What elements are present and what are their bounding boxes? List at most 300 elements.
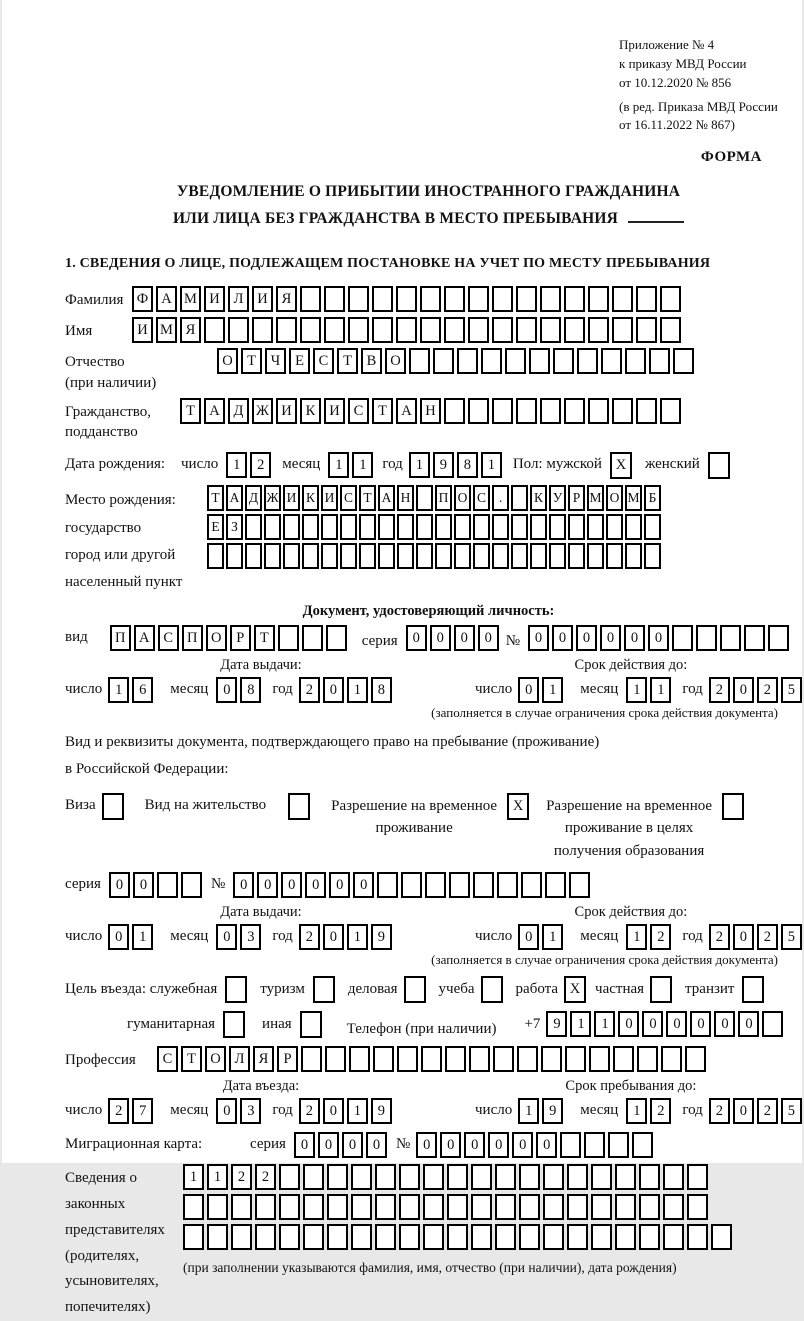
form-cell[interactable] <box>326 625 347 651</box>
form-cell[interactable] <box>471 1224 492 1250</box>
form-cell[interactable] <box>615 1164 636 1190</box>
form-cell[interactable] <box>378 514 395 540</box>
form-cell[interactable] <box>231 1224 252 1250</box>
form-cell[interactable] <box>457 348 478 374</box>
purpose-private-checkbox[interactable] <box>650 976 675 1003</box>
form-cell[interactable] <box>625 348 646 374</box>
form-cell[interactable] <box>435 514 452 540</box>
purpose-business-checkbox[interactable] <box>404 976 429 1003</box>
purpose-work-checkbox[interactable] <box>564 976 589 1003</box>
form-cell[interactable] <box>601 348 622 374</box>
form-cell[interactable] <box>207 543 224 569</box>
form-cell[interactable] <box>416 543 433 569</box>
form-cell[interactable]: 1 <box>226 452 247 478</box>
form-cell[interactable]: Т <box>181 1046 202 1072</box>
form-cell[interactable] <box>529 348 550 374</box>
form-cell[interactable]: О <box>606 485 623 511</box>
form-cell[interactable] <box>327 1164 348 1190</box>
form-cell[interactable] <box>423 1224 444 1250</box>
form-cell[interactable] <box>541 1046 562 1072</box>
form-cell[interactable] <box>591 1224 612 1250</box>
form-cell[interactable] <box>661 1046 682 1072</box>
form-cell[interactable] <box>228 317 249 343</box>
form-cell[interactable] <box>519 1224 540 1250</box>
form-cell[interactable] <box>264 543 281 569</box>
form-cell[interactable]: М <box>587 485 604 511</box>
form-cell[interactable] <box>473 872 494 898</box>
form-cell[interactable] <box>687 1224 708 1250</box>
form-cell[interactable]: П <box>110 625 131 651</box>
form-cell[interactable] <box>495 1164 516 1190</box>
form-cell[interactable] <box>301 1046 322 1072</box>
form-cell[interactable]: 0 <box>281 872 302 898</box>
form-cell[interactable] <box>543 1224 564 1250</box>
form-cell[interactable] <box>473 514 490 540</box>
form-cell[interactable]: 0 <box>488 1132 509 1158</box>
form-cell[interactable] <box>663 1194 684 1220</box>
sex-female-checkbox[interactable] <box>708 452 733 479</box>
form-cell[interactable] <box>473 543 490 569</box>
form-cell[interactable]: С <box>473 485 490 511</box>
form-cell[interactable] <box>549 543 566 569</box>
form-cell[interactable]: 2 <box>650 924 671 950</box>
form-cell[interactable] <box>245 543 262 569</box>
form-cell[interactable] <box>325 1046 346 1072</box>
form-cell[interactable]: 2 <box>709 924 730 950</box>
form-cell[interactable] <box>589 1046 610 1072</box>
form-cell[interactable] <box>207 1224 228 1250</box>
form-cell[interactable] <box>644 514 661 540</box>
form-cell[interactable]: С <box>348 398 369 424</box>
form-cell[interactable] <box>377 872 398 898</box>
form-cell[interactable] <box>471 1164 492 1190</box>
form-cell[interactable]: 0 <box>323 677 344 703</box>
form-cell[interactable]: 1 <box>626 1098 647 1124</box>
form-cell[interactable]: А <box>396 398 417 424</box>
form-cell[interactable]: Т <box>359 485 376 511</box>
form-cell[interactable] <box>511 543 528 569</box>
form-cell[interactable]: 0 <box>366 1132 387 1158</box>
form-cell[interactable] <box>207 1194 228 1220</box>
form-cell[interactable] <box>632 1132 653 1158</box>
form-cell[interactable] <box>615 1224 636 1250</box>
form-cell[interactable]: 0 <box>430 625 451 651</box>
form-cell[interactable]: О <box>206 625 227 651</box>
form-cell[interactable] <box>660 286 681 312</box>
form-cell[interactable]: 2 <box>255 1164 276 1190</box>
form-cell[interactable]: И <box>276 398 297 424</box>
form-cell[interactable] <box>543 1194 564 1220</box>
form-cell[interactable] <box>399 1164 420 1190</box>
form-cell[interactable]: М <box>625 485 642 511</box>
form-cell[interactable]: 0 <box>216 1098 237 1124</box>
form-cell[interactable] <box>564 286 585 312</box>
form-cell[interactable] <box>608 1132 629 1158</box>
temp-permit-edu-checkbox[interactable] <box>722 793 747 820</box>
form-cell[interactable]: 0 <box>738 1011 759 1037</box>
form-cell[interactable]: Р <box>568 485 585 511</box>
form-cell[interactable]: 5 <box>781 924 802 950</box>
form-cell[interactable]: 2 <box>757 1098 778 1124</box>
form-cell[interactable] <box>372 317 393 343</box>
form-cell[interactable]: 2 <box>299 677 320 703</box>
purpose-official-checkbox[interactable] <box>225 976 250 1003</box>
form-cell[interactable]: Д <box>228 398 249 424</box>
form-cell[interactable] <box>577 348 598 374</box>
form-cell[interactable]: 0 <box>642 1011 663 1037</box>
form-cell[interactable]: 0 <box>108 924 129 950</box>
purpose-tourism-checkbox[interactable] <box>313 976 338 1003</box>
form-cell[interactable]: 0 <box>618 1011 639 1037</box>
form-cell[interactable]: А <box>378 485 395 511</box>
form-cell[interactable] <box>639 1194 660 1220</box>
form-cell[interactable] <box>530 514 547 540</box>
form-cell[interactable] <box>564 317 585 343</box>
form-cell[interactable] <box>423 1164 444 1190</box>
form-cell[interactable]: 2 <box>650 1098 671 1124</box>
form-cell[interactable]: 2 <box>108 1098 129 1124</box>
form-cell[interactable]: 1 <box>207 1164 228 1190</box>
form-cell[interactable]: С <box>313 348 334 374</box>
form-cell[interactable]: 1 <box>542 677 563 703</box>
form-cell[interactable] <box>252 317 273 343</box>
form-cell[interactable] <box>545 872 566 898</box>
form-cell[interactable] <box>644 543 661 569</box>
form-cell[interactable]: 0 <box>440 1132 461 1158</box>
form-cell[interactable] <box>327 1194 348 1220</box>
form-cell[interactable]: И <box>321 485 338 511</box>
form-cell[interactable] <box>584 1132 605 1158</box>
form-cell[interactable] <box>469 1046 490 1072</box>
form-cell[interactable] <box>625 543 642 569</box>
form-cell[interactable] <box>495 1194 516 1220</box>
form-cell[interactable] <box>279 1164 300 1190</box>
form-cell[interactable]: 0 <box>518 924 539 950</box>
form-cell[interactable] <box>492 514 509 540</box>
form-cell[interactable]: 0 <box>342 1132 363 1158</box>
form-cell[interactable] <box>511 514 528 540</box>
form-cell[interactable] <box>591 1164 612 1190</box>
form-cell[interactable]: Л <box>228 286 249 312</box>
form-cell[interactable]: 0 <box>454 625 475 651</box>
form-cell[interactable]: 1 <box>626 924 647 950</box>
form-cell[interactable] <box>204 317 225 343</box>
form-cell[interactable] <box>497 872 518 898</box>
form-cell[interactable]: 0 <box>666 1011 687 1037</box>
form-cell[interactable] <box>264 514 281 540</box>
form-cell[interactable] <box>639 1224 660 1250</box>
form-cell[interactable] <box>519 1164 540 1190</box>
form-cell[interactable]: 0 <box>216 677 237 703</box>
form-cell[interactable] <box>567 1194 588 1220</box>
form-cell[interactable]: Л <box>229 1046 250 1072</box>
form-cell[interactable]: 5 <box>781 1098 802 1124</box>
visa-checkbox[interactable] <box>102 793 127 820</box>
form-cell[interactable] <box>768 625 789 651</box>
form-cell[interactable] <box>278 625 299 651</box>
form-cell[interactable] <box>672 625 693 651</box>
form-cell[interactable] <box>396 317 417 343</box>
form-cell[interactable] <box>303 1194 324 1220</box>
form-cell[interactable] <box>375 1224 396 1250</box>
form-cell[interactable]: 0 <box>733 677 754 703</box>
form-cell[interactable]: И <box>324 398 345 424</box>
purpose-transit-checkbox[interactable] <box>742 976 767 1003</box>
form-cell[interactable]: 8 <box>371 677 392 703</box>
form-cell[interactable]: 2 <box>709 677 730 703</box>
form-cell[interactable] <box>435 543 452 569</box>
form-cell[interactable] <box>255 1224 276 1250</box>
form-cell[interactable] <box>324 286 345 312</box>
form-cell[interactable] <box>279 1194 300 1220</box>
form-cell[interactable]: 9 <box>371 924 392 950</box>
form-cell[interactable] <box>543 1164 564 1190</box>
form-cell[interactable]: 8 <box>457 452 478 478</box>
sex-male-checkbox[interactable] <box>610 452 635 479</box>
form-cell[interactable] <box>505 348 526 374</box>
form-cell[interactable]: 9 <box>546 1011 567 1037</box>
form-cell[interactable] <box>300 286 321 312</box>
form-cell[interactable]: 0 <box>406 625 427 651</box>
form-cell[interactable] <box>225 976 247 1003</box>
form-cell[interactable] <box>302 625 323 651</box>
form-cell[interactable] <box>591 1194 612 1220</box>
form-cell[interactable]: Б <box>644 485 661 511</box>
form-cell[interactable] <box>300 317 321 343</box>
form-cell[interactable] <box>615 1194 636 1220</box>
form-cell[interactable]: Т <box>180 398 201 424</box>
form-cell[interactable] <box>588 398 609 424</box>
form-cell[interactable]: И <box>204 286 225 312</box>
form-cell[interactable] <box>399 1194 420 1220</box>
form-cell[interactable] <box>399 1224 420 1250</box>
form-cell[interactable] <box>416 485 433 511</box>
form-cell[interactable] <box>649 348 670 374</box>
form-cell[interactable] <box>565 1046 586 1072</box>
form-cell[interactable]: 2 <box>757 677 778 703</box>
form-cell[interactable] <box>351 1164 372 1190</box>
form-cell[interactable] <box>302 543 319 569</box>
form-cell[interactable]: 3 <box>240 924 261 950</box>
form-cell[interactable] <box>157 872 178 898</box>
form-cell[interactable]: 5 <box>781 677 802 703</box>
form-cell[interactable] <box>468 398 489 424</box>
form-cell[interactable] <box>231 1194 252 1220</box>
form-cell[interactable] <box>708 452 730 479</box>
form-cell[interactable] <box>663 1224 684 1250</box>
form-cell[interactable] <box>375 1194 396 1220</box>
form-cell[interactable]: О <box>205 1046 226 1072</box>
form-cell[interactable] <box>404 976 426 1003</box>
form-cell[interactable]: С <box>340 485 357 511</box>
form-cell[interactable] <box>493 1046 514 1072</box>
form-cell[interactable] <box>568 543 585 569</box>
form-cell[interactable]: . <box>492 485 509 511</box>
form-cell[interactable]: Н <box>397 485 414 511</box>
form-cell[interactable] <box>313 976 335 1003</box>
form-cell[interactable]: Р <box>230 625 251 651</box>
form-cell[interactable]: Я <box>180 317 201 343</box>
form-cell[interactable] <box>454 514 471 540</box>
form-cell[interactable] <box>226 543 243 569</box>
form-cell[interactable]: 0 <box>305 872 326 898</box>
form-cell[interactable] <box>255 1194 276 1220</box>
form-cell[interactable] <box>348 317 369 343</box>
form-cell[interactable] <box>349 1046 370 1072</box>
form-cell[interactable]: 0 <box>318 1132 339 1158</box>
form-cell[interactable] <box>302 514 319 540</box>
form-cell[interactable] <box>324 317 345 343</box>
form-cell[interactable]: М <box>180 286 201 312</box>
form-cell[interactable]: 0 <box>133 872 154 898</box>
form-cell[interactable] <box>327 1224 348 1250</box>
form-cell[interactable]: А <box>156 286 177 312</box>
form-cell[interactable]: 0 <box>257 872 278 898</box>
form-cell[interactable] <box>447 1164 468 1190</box>
form-cell[interactable]: П <box>182 625 203 651</box>
form-cell[interactable]: 0 <box>714 1011 735 1037</box>
form-cell[interactable] <box>696 625 717 651</box>
form-cell[interactable]: Т <box>337 348 358 374</box>
form-cell[interactable] <box>612 317 633 343</box>
form-cell[interactable] <box>397 514 414 540</box>
form-cell[interactable]: 0 <box>518 677 539 703</box>
purpose-humanitarian-checkbox[interactable] <box>223 1011 248 1038</box>
form-cell[interactable]: Я <box>276 286 297 312</box>
form-cell[interactable]: 1 <box>409 452 430 478</box>
form-cell[interactable] <box>300 1011 322 1038</box>
form-cell[interactable] <box>409 348 430 374</box>
form-cell[interactable] <box>433 348 454 374</box>
form-cell[interactable]: Е <box>207 514 224 540</box>
form-cell[interactable] <box>511 485 528 511</box>
form-cell[interactable]: 9 <box>371 1098 392 1124</box>
form-cell[interactable]: 0 <box>733 1098 754 1124</box>
form-cell[interactable]: Т <box>207 485 224 511</box>
form-cell[interactable]: 8 <box>240 677 261 703</box>
form-cell[interactable] <box>606 514 623 540</box>
form-cell[interactable] <box>685 1046 706 1072</box>
form-cell[interactable]: Я <box>253 1046 274 1072</box>
form-cell[interactable] <box>560 1132 581 1158</box>
form-cell[interactable] <box>283 543 300 569</box>
form-cell[interactable]: Д <box>245 485 262 511</box>
form-cell[interactable] <box>444 286 465 312</box>
form-cell[interactable] <box>553 348 574 374</box>
form-cell[interactable]: Т <box>254 625 275 651</box>
form-cell[interactable]: 1 <box>352 452 373 478</box>
form-cell[interactable] <box>444 398 465 424</box>
form-cell[interactable] <box>401 872 422 898</box>
form-cell[interactable] <box>540 317 561 343</box>
form-cell[interactable]: 1 <box>570 1011 591 1037</box>
form-cell[interactable]: 0 <box>733 924 754 950</box>
form-cell[interactable] <box>612 398 633 424</box>
form-cell[interactable] <box>587 514 604 540</box>
form-cell[interactable]: В <box>361 348 382 374</box>
form-cell[interactable]: 0 <box>294 1132 315 1158</box>
form-cell[interactable]: И <box>132 317 153 343</box>
form-cell[interactable]: 7 <box>132 1098 153 1124</box>
temp-permit-checkbox[interactable] <box>507 793 532 820</box>
form-cell[interactable] <box>639 1164 660 1190</box>
form-cell[interactable]: И <box>283 485 300 511</box>
form-cell[interactable]: Т <box>241 348 262 374</box>
form-cell[interactable] <box>636 286 657 312</box>
form-cell[interactable] <box>396 286 417 312</box>
form-cell[interactable]: О <box>217 348 238 374</box>
form-cell[interactable] <box>348 286 369 312</box>
form-cell[interactable]: Р <box>277 1046 298 1072</box>
form-cell[interactable] <box>183 1224 204 1250</box>
form-cell[interactable] <box>447 1224 468 1250</box>
form-cell[interactable] <box>181 872 202 898</box>
form-cell[interactable] <box>540 286 561 312</box>
form-cell[interactable] <box>612 286 633 312</box>
form-cell[interactable]: У <box>549 485 566 511</box>
form-cell[interactable] <box>711 1224 732 1250</box>
form-cell[interactable] <box>637 1046 658 1072</box>
form-cell[interactable] <box>516 398 537 424</box>
form-cell[interactable]: 0 <box>353 872 374 898</box>
form-cell[interactable]: 0 <box>624 625 645 651</box>
form-cell[interactable] <box>650 976 672 1003</box>
form-cell[interactable] <box>625 514 642 540</box>
form-cell[interactable] <box>687 1194 708 1220</box>
form-cell[interactable] <box>303 1164 324 1190</box>
form-cell[interactable] <box>519 1194 540 1220</box>
form-cell[interactable] <box>420 286 441 312</box>
form-cell[interactable]: 2 <box>709 1098 730 1124</box>
form-cell[interactable]: Ж <box>252 398 273 424</box>
form-cell[interactable]: 0 <box>512 1132 533 1158</box>
form-cell[interactable] <box>359 514 376 540</box>
form-cell[interactable] <box>588 286 609 312</box>
form-cell[interactable]: 0 <box>416 1132 437 1158</box>
form-cell[interactable] <box>373 1046 394 1072</box>
form-cell[interactable]: 0 <box>536 1132 557 1158</box>
form-cell[interactable] <box>636 317 657 343</box>
form-cell[interactable] <box>663 1164 684 1190</box>
form-cell[interactable]: 2 <box>250 452 271 478</box>
form-cell[interactable]: П <box>435 485 452 511</box>
form-cell[interactable] <box>481 976 503 1003</box>
form-cell[interactable] <box>742 976 764 1003</box>
form-cell[interactable]: 0 <box>323 1098 344 1124</box>
form-cell[interactable]: Н <box>420 398 441 424</box>
form-cell[interactable] <box>471 1194 492 1220</box>
form-cell[interactable]: 0 <box>648 625 669 651</box>
form-cell[interactable] <box>636 398 657 424</box>
form-cell[interactable] <box>359 543 376 569</box>
form-cell[interactable] <box>521 872 542 898</box>
form-cell[interactable]: 6 <box>132 677 153 703</box>
form-cell[interactable] <box>660 317 681 343</box>
form-cell[interactable]: К <box>530 485 547 511</box>
form-cell[interactable] <box>423 1194 444 1220</box>
form-cell[interactable] <box>492 543 509 569</box>
form-cell[interactable]: 2 <box>299 924 320 950</box>
form-cell[interactable]: 1 <box>183 1164 204 1190</box>
form-cell[interactable]: 0 <box>576 625 597 651</box>
form-cell[interactable] <box>516 286 537 312</box>
form-cell[interactable]: К <box>300 398 321 424</box>
form-cell[interactable]: 0 <box>216 924 237 950</box>
form-cell[interactable] <box>481 348 502 374</box>
form-cell[interactable]: 0 <box>552 625 573 651</box>
form-cell[interactable] <box>321 543 338 569</box>
form-cell[interactable] <box>425 872 446 898</box>
